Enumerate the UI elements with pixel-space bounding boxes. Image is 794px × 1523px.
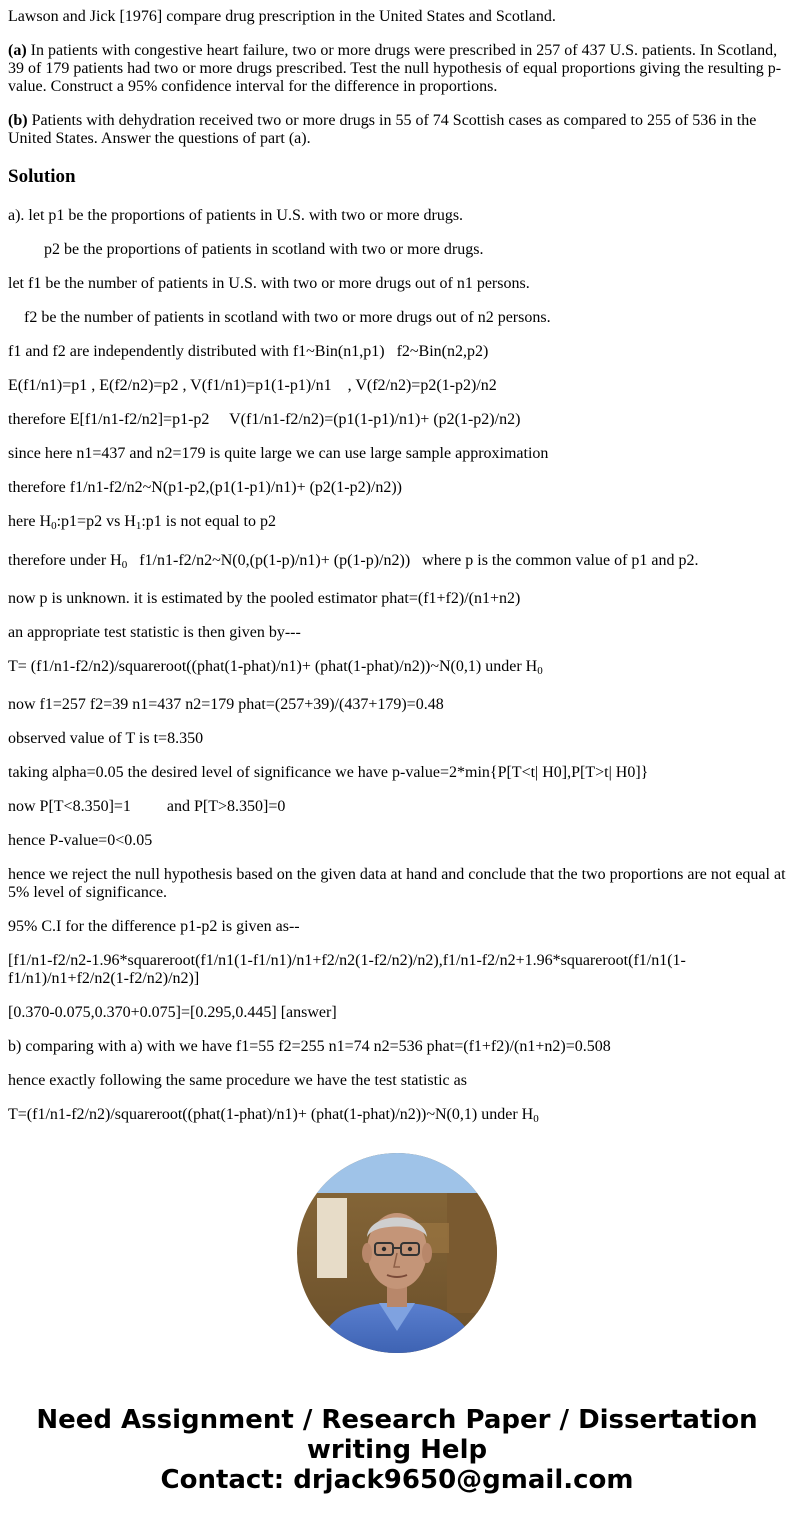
test-statistic-text: T=(f1/n1-f2/n2)/squareroot((phat(1-phat)/n1)+ (phat(1-phat)/n2))~N(0,1) under H: [8, 1106, 534, 1123]
ci-formula-line: [f1/n1-f2/n2-1.96*squareroot(f1/n1(1-f1/n1)/n1+f2/n2(1-f2/n2)/n2),f1/n1-f2/n2+1.96*squareroot(f1/n1(1-f1/n1)/n1+f2/n2(1-f2/n2)/n2)]: [8, 952, 686, 987]
solution-line: f1 and f2 are independently distributed with f1~Bin(n1,p1) f2~Bin(n2,p2): [8, 343, 489, 360]
avatar: [297, 1153, 497, 1353]
part-b-text: Patients with dehydration received two or more drugs in 55 of 74 Scottish cases as compared to 255 of 536 in the United States. Answer the questions of part (a).: [8, 112, 757, 147]
solution-heading: Solution: [8, 166, 76, 187]
subscript: 0: [537, 665, 543, 677]
footer-line-1: Need Assignment / Research Paper / Dissertation: [36, 1405, 758, 1435]
portrait-photo: [297, 1153, 497, 1353]
problem-part-a: [8, 42, 788, 96]
solution-line: therefore E[f1/n1-f2/n2]=p1-p2 V(f1/n1-f2/n2)=(p1(1-p1)/n1)+ (p2(1-p2)/n2): [8, 411, 521, 428]
subscript: 0: [51, 520, 57, 532]
test-statistic-line: [8, 658, 788, 676]
solution-line: p2 be the proportions of patients in scotland with two or more drugs.: [44, 241, 484, 258]
subscript: 1: [135, 520, 142, 532]
solution-line: a). let p1 be the proportions of patients in U.S. with two or more drugs.: [8, 207, 464, 224]
problem-part-b: [8, 112, 788, 148]
test-statistic-text: T= (f1/n1-f2/n2)/squareroot((phat(1-phat)/n1)+ (phat(1-phat)/n2))~N(0,1) under H: [8, 658, 538, 675]
null-text: therefore under H: [8, 552, 122, 569]
solution-line: now f1=257 f2=39 n1=437 n2=179 phat=(257+39)/(437+179)=0.48: [8, 696, 444, 713]
solution-line: now p is unknown. it is estimated by the pooled estimator phat=(f1+f2)/(n1+n2): [8, 590, 521, 607]
solution-line: 95% C.I for the difference p1-p2 is given as--: [8, 918, 300, 935]
part-b-label: (b): [8, 112, 28, 129]
subscript: 0: [533, 1113, 539, 1125]
ci-answer-line: [0.370-0.075,0.370+0.075]=[0.295,0.445] [answer]: [8, 1004, 337, 1021]
solution-line: E(f1/n1)=p1 , E(f2/n2)=p2 , V(f1/n1)=p1(1-p1)/n1 , V(f2/n2)=p2(1-p2)/n2: [8, 377, 497, 394]
solution-line: an appropriate test statistic is then given by---: [8, 624, 301, 641]
solution-line: observed value of T is t=8.350: [8, 730, 204, 747]
solution-line: now P[T<8.350]=1 and P[T>8.350]=0: [8, 798, 286, 815]
solution-line: f2 be the number of patients in scotland with two or more drugs out of n2 persons.: [24, 309, 551, 326]
solution-line: hence P-value=0<0.05: [8, 832, 153, 849]
null-distribution-line: [8, 552, 788, 570]
solution-line: b) comparing with a) with we have f1=55 f2=255 n1=74 n2=536 phat=(f1+f2)/(n1+n2)=0.508: [8, 1038, 611, 1055]
solution-line: since here n1=437 and n2=179 is quite large we can use large sample approximation: [8, 445, 549, 462]
conclusion-line: hence we reject the null hypothesis based on the given data at hand and conclude that the two proportions are not equal at 5% level of significance.: [8, 866, 786, 901]
solution-line: taking alpha=0.05 the desired level of significance we have p-value=2*min{P[T<t| H0],P[T>t| H0]}: [8, 764, 649, 781]
solution-line: hence exactly following the same procedure we have the test statistic as: [8, 1072, 467, 1089]
subscript: 0: [121, 559, 128, 571]
promo-footer: [0, 1405, 794, 1495]
hypothesis-text: :p1 is not equal to p2: [141, 513, 276, 530]
solution-line: let f1 be the number of patients in U.S. with two or more drugs out of n1 persons.: [8, 275, 530, 292]
hypothesis-text: :p1=p2 vs H: [56, 513, 136, 530]
hypothesis-text: here H: [8, 513, 52, 530]
footer-contact: Contact: drjack9650@gmail.com: [160, 1465, 634, 1495]
null-text: f1/n1-f2/n2~N(0,(p(1-p)/n1)+ (p(1-p)/n2)) where p is the common value of p1 and p2.: [127, 552, 699, 569]
solution-line: therefore f1/n1-f2/n2~N(p1-p2,(p1(1-p1)/n1)+ (p2(1-p2)/n2)): [8, 479, 402, 496]
test-statistic-line-b: [8, 1106, 788, 1124]
hypothesis-line: [8, 513, 788, 531]
part-a-label: (a): [8, 42, 27, 59]
footer-line-2: writing Help: [306, 1435, 488, 1465]
problem-intro: Lawson and Jick [1976] compare drug prescription in the United States and Scotland.: [8, 8, 556, 25]
part-a-text: In patients with congestive heart failure, two or more drugs were prescribed in 257 of 437 U.S. patients. In Scotland, 39 of 179 patients had two or more drugs prescribed. Test the null hypothesis of equal proportions giving the resulting p-value. Construct a 95% confidence interval for the difference in proportions.: [8, 42, 782, 95]
